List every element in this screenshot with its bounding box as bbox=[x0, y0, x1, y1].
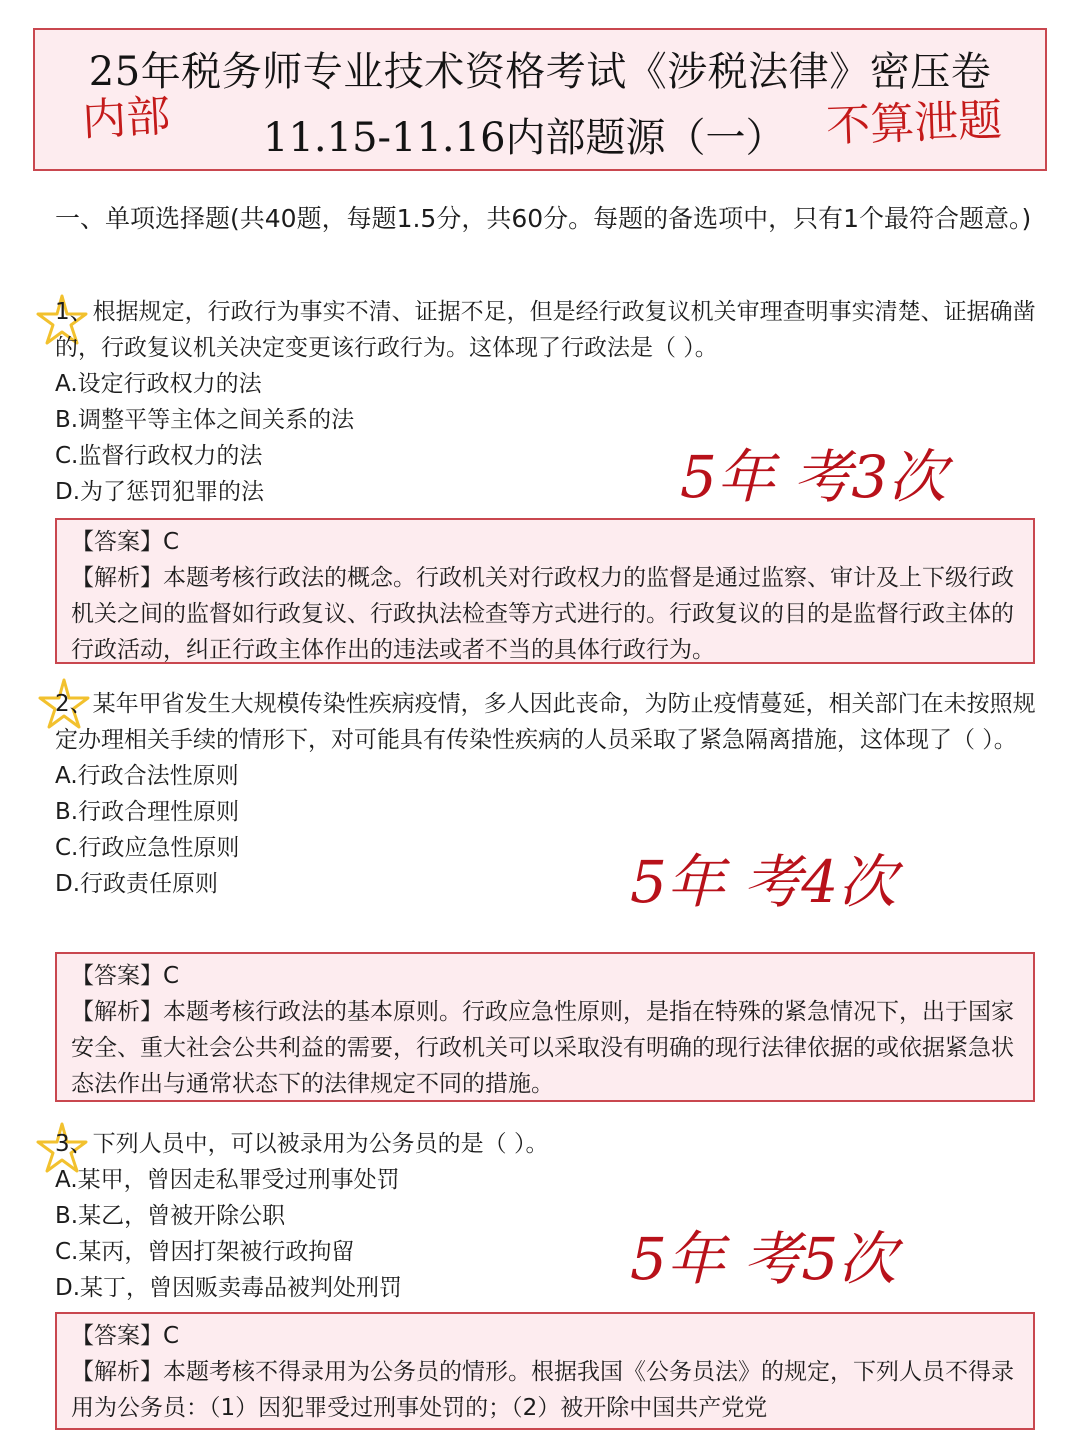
answer-box bbox=[55, 518, 1035, 664]
analysis-text: 【解析】本题考核不得录用为公务员的情形。根据我国《公务员法》的规定，下列人员不得录用为公务员：（1）因犯罪受过刑事处罚的；（2）被开除中国共产党党 bbox=[71, 1359, 1014, 1421]
page-subtitle: 11.15-11.16内部题源（一） bbox=[263, 115, 786, 161]
answer-box bbox=[55, 1312, 1035, 1430]
option-a: A.行政合法性原则 bbox=[55, 763, 239, 789]
answer-box bbox=[55, 952, 1035, 1102]
page-title: 25年税务师专业技术资格考试《涉税法律》密压卷 bbox=[88, 49, 992, 95]
option-b: B.行政合理性原则 bbox=[55, 799, 240, 825]
question-3 bbox=[55, 1126, 1050, 1306]
option-c: C.某丙，曾因打架被行政拘留 bbox=[55, 1239, 355, 1265]
analysis-text: 【解析】本题考核行政法的概念。行政机关对行政权力的监督是通过监察、审计及上下级行政机关之间的监督如行政复议、行政执法检查等方式进行的。行政复议的目的是监督行政主体的行政活动，纠正行政主体作出的违法或者不当的具体行政行为。 bbox=[71, 565, 1014, 663]
option-a: A.某甲，曾因走私罪受过刑事处罚 bbox=[55, 1167, 400, 1193]
option-b: B.调整平等主体之间关系的法 bbox=[55, 407, 355, 433]
option-d: D.为了惩罚犯罪的法 bbox=[55, 479, 265, 505]
option-a: A.设定行政权力的法 bbox=[55, 371, 262, 397]
section-intro: 一、单项选择题(共40题，每题1.5分，共60分。每题的备选项中，只有1个最符合题意。) bbox=[55, 204, 1032, 233]
question-2 bbox=[55, 686, 1050, 902]
question-stem: 某年甲省发生大规模传染性疾病疫情，多人因此丧命，为防止疫情蔓延，相关部门在未按照规定办理相关手续的情形下，对可能具有传染性疾病的人员采取了紧急隔离措施，这体现了（ ）。 bbox=[55, 691, 1036, 753]
question-number: 3、 bbox=[55, 1131, 93, 1157]
answer-label: 【答案】C bbox=[71, 1323, 180, 1349]
question-stem: 根据规定，行政行为事实不清、证据不足，但是经行政复议机关审理查明事实清楚、证据确凿的，行政复议机关决定变更该行政行为。这体现了行政法是（ ）。 bbox=[55, 299, 1036, 361]
option-b: B.某乙，曾被开除公职 bbox=[55, 1203, 286, 1229]
handwriting-frequency: 5年 考3次 bbox=[680, 443, 947, 511]
option-c: C.监督行政权力的法 bbox=[55, 443, 263, 469]
answer-label: 【答案】C bbox=[71, 963, 180, 989]
option-d: D.行政责任原则 bbox=[55, 871, 219, 897]
handwriting-internal: 内部 bbox=[80, 90, 172, 147]
answer-label: 【答案】C bbox=[71, 529, 180, 555]
analysis-text: 【解析】本题考核行政法的基本原则。行政应急性原则，是指在特殊的紧急情况下，出于国家安全、重大社会公共利益的需要，行政机关可以采取没有明确的现行法律依据的或依据紧急状态法作出与通常状态下的法律规定不同的措施。 bbox=[71, 999, 1014, 1097]
handwriting-not-leak: 不算泄题 bbox=[825, 94, 1003, 153]
handwriting-frequency: 5年 考4次 bbox=[630, 848, 897, 916]
option-c: C.行政应急性原则 bbox=[55, 835, 240, 861]
question-number: 2、 bbox=[55, 691, 93, 717]
question-number: 1、 bbox=[55, 299, 93, 325]
option-d: D.某丁，曾因贩卖毒品被判处刑罚 bbox=[55, 1275, 403, 1301]
question-stem: 下列人员中，可以被录用为公务员的是（ ）。 bbox=[92, 1131, 549, 1157]
handwriting-frequency: 5年 考5次 bbox=[630, 1225, 897, 1293]
